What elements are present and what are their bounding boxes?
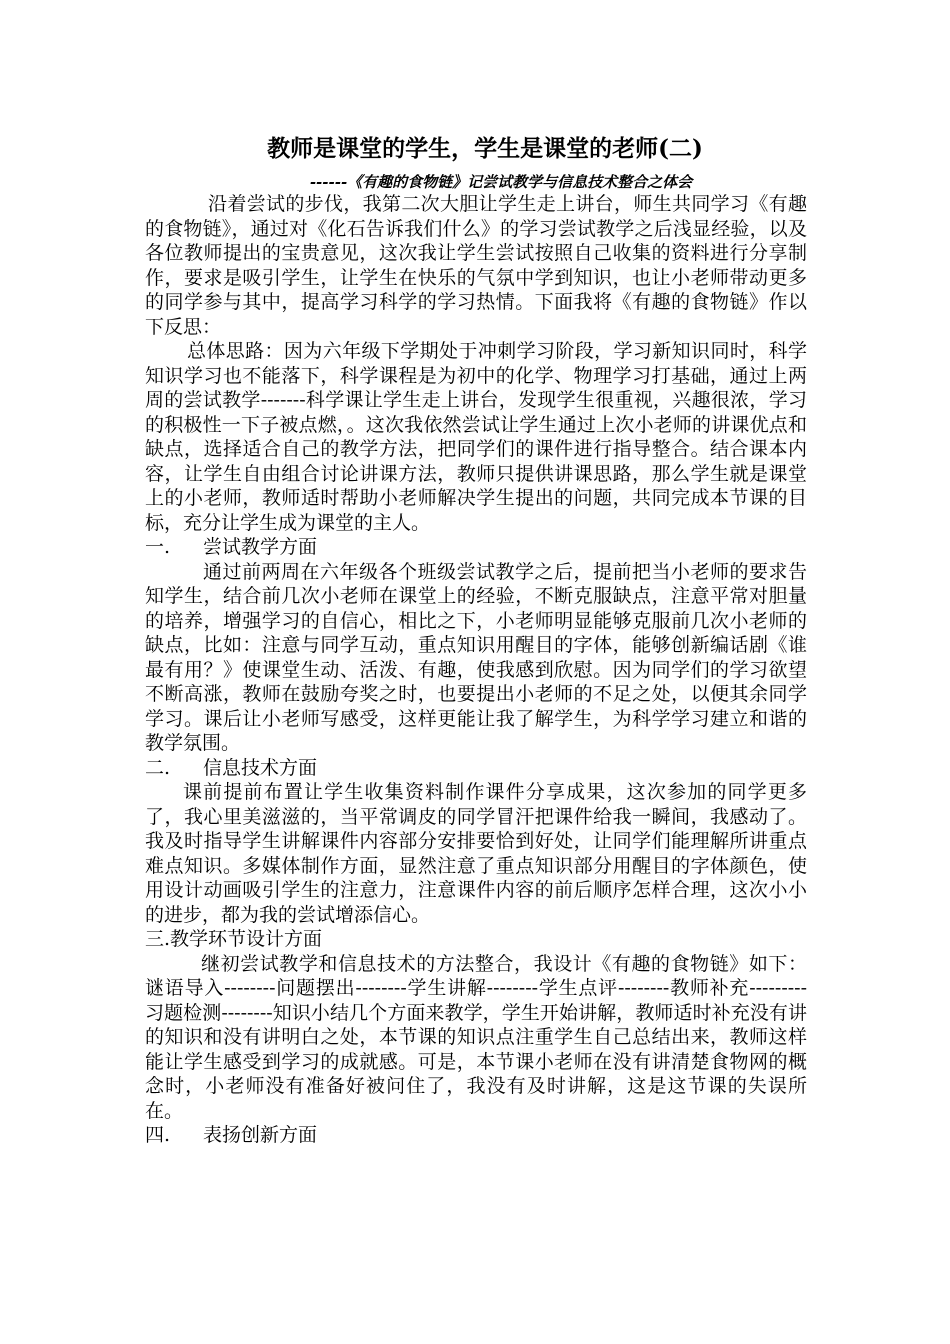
section-title-1: 尝试教学方面 (203, 536, 318, 558)
overview-paragraph: 总体思路：因为六年级下学期处于冲刺学习阶段，学习新知识同时，科学知识学习也不能落下，科学课程是为初中的化学、物理学习打基础，通过上两周的尝试教学-------科学课让学生走上讲台，发现学生很重视，兴趣很浓，学习的积极性一下子被点燃，。这次我依然尝试让学生通过上次小老师的讲课优点和缺点，选择适合自己的教学方法，把同学们的课件进行指导整合。结合课本内容，让学生自由组合讨论讲课方法，教师只提供讲课思路，那么学生就是课堂上的小老师，教师适时帮助小老师解决学生提出的问题，共同完成本节课的目标，充分让学生成为课堂的主人。 (145, 340, 807, 534)
section-body-3: 继初尝试教学和信息技术的方法整合，我设计《有趣的食物链》如下：谜语导入--------问题摆出--------学生讲解--------学生点评--------教师补充---------习题检测--------知识小结几个方面来教学，学生开始讲解，教师适时补充没有讲的知识和没有讲明白之处，本节课的知识点注重学生自己总结出来，教师这样能让学生感受到学习的成就感。可是，本节课小老师在没有讲清楚食物网的概念时，小老师没有准备好被问住了，我没有及时讲解，这是这节课的失误所在。 (145, 952, 807, 1122)
document-subtitle: ------《有趣的食物链》记尝试教学与信息技术整合之体会 (309, 173, 693, 191)
document-title: 教师是课堂的学生，学生是课堂的老师(二) (267, 135, 703, 162)
section-heading-2 (145, 756, 807, 781)
section-title-2: 信息技术方面 (203, 756, 318, 779)
section-body-1: 通过前两周在六年级各个班级尝试教学之后，提前把当小老师的要求告知学生，结合前几次小老师在课堂上的经验，不断克服缺点，注意平常对胆量的培养，增强学习的自信心，相比之下，小老师明显能够克服前几次小老师的缺点，比如：注意与同学互动，重点知识用醒目的字体，能够创新编话剧《谁最有用？》使课堂生动、活泼、有趣，使我感到欣慰。因为同学们的学习欲望不断高涨，教师在鼓励夸奖之时，也要提出小老师的不足之处，以便其余同学学习。课后让小老师写感受，这样更能让我了解学生，为科学学习建立和谐的教学氛围。 (145, 560, 807, 754)
section-number-4: 四. (145, 1124, 171, 1146)
section-number-3: 三. (145, 928, 171, 950)
section-title-3: 教学环节设计方面 (170, 928, 323, 950)
section-heading-1 (145, 535, 807, 560)
section-body-2: 课前提前布置让学生收集资料制作课件分享成果，这次参加的同学更多了，我心里美滋滋的，当平常调皮的同学冒汗把课件给我一瞬间，我感动了。我及时指导学生讲解课件内容部分安排要恰到好处，让同学们能理解所讲重点难点知识。多媒体制作方面，显然注意了重点知识部分用醒目的字体颜色，使用设计动画吸引学生的注意力，注意课件内容的前后顺序怎样合理，这次小小的进步，都为我的尝试增添信心。 (145, 781, 807, 926)
section-number-1: 一. (145, 536, 171, 558)
document-body (145, 132, 807, 1148)
section-heading-4 (145, 1123, 807, 1148)
section-heading-3 (145, 927, 807, 952)
section-number-2: 二. (145, 756, 171, 779)
section-title-4: 表扬创新方面 (203, 1124, 318, 1146)
intro-paragraph: 沿着尝试的步伐，我第二次大胆让学生走上讲台，师生共同学习《有趣的食物链》，通过对《化石告诉我们什么》的学习尝试教学之后浅显经验，以及各位教师提出的宝贵意见，这次我让学生尝试按照自己收集的资料进行分享制作，要求是吸引学生，让学生在快乐的气氛中学到知识，也让小老师带动更多的同学参与其中，提高学习科学的学习热情。下面我将《有趣的食物链》作以下反思： (145, 193, 807, 338)
